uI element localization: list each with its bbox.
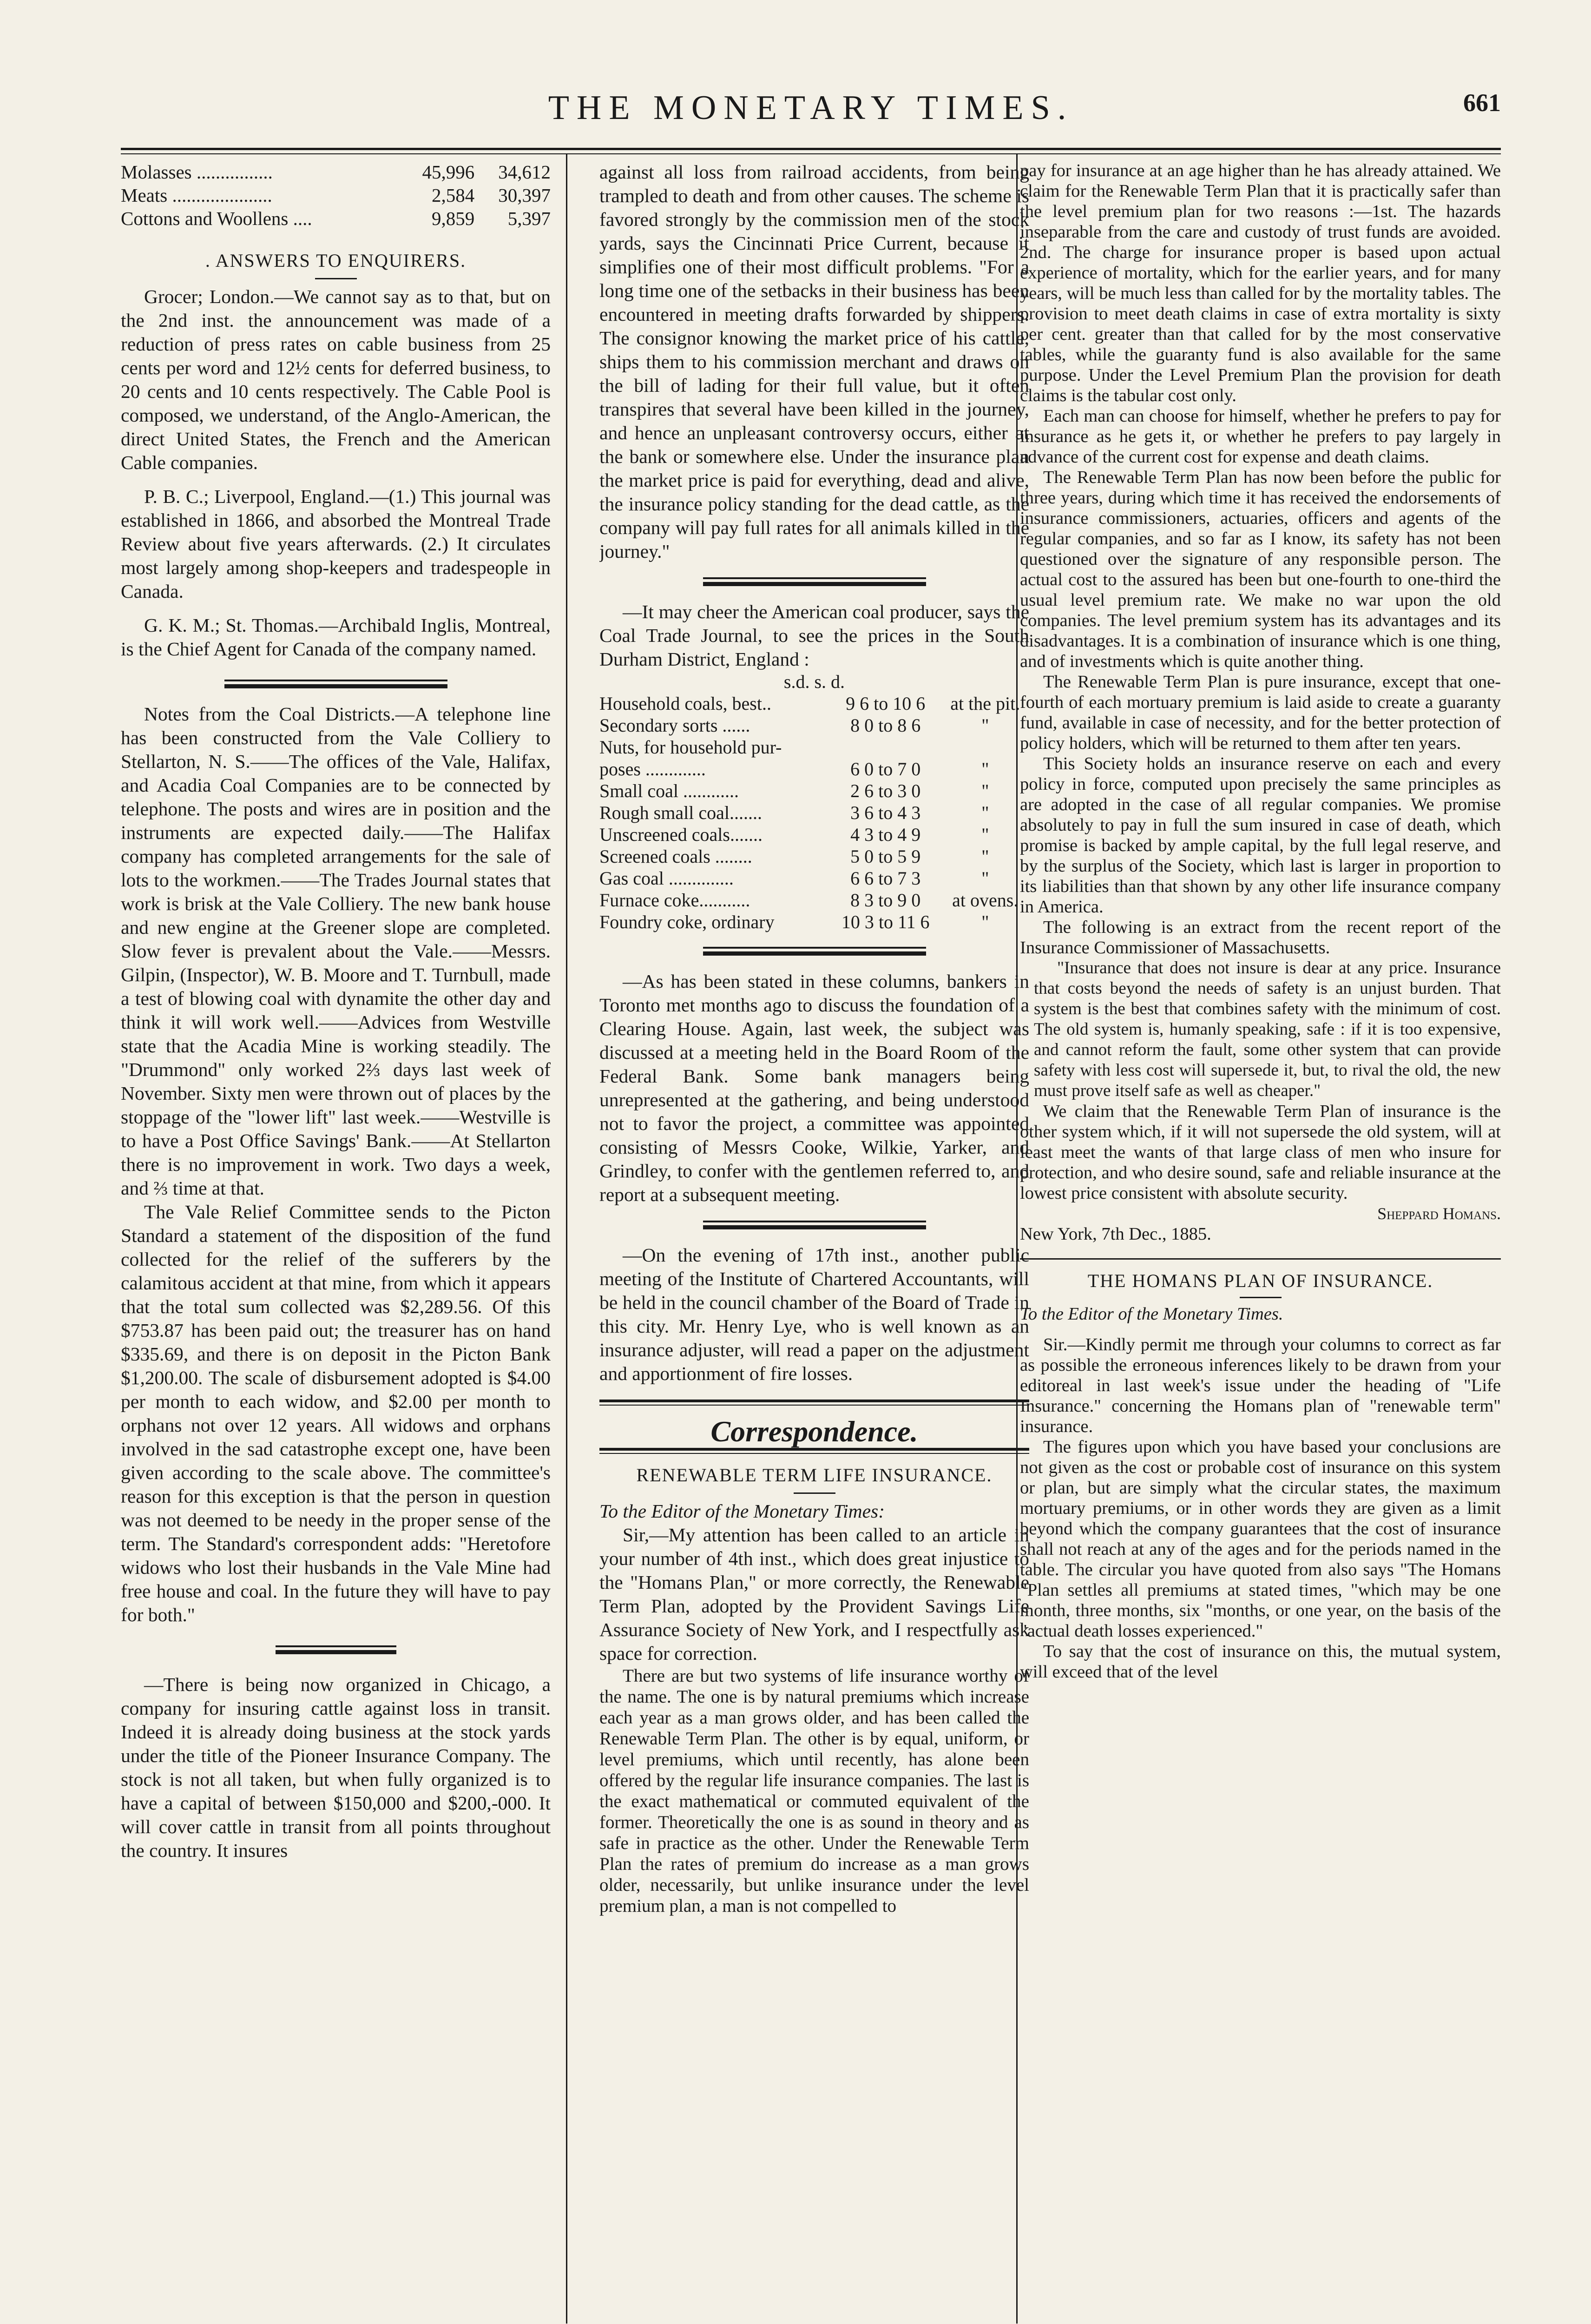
coal-trade-intro: —It may cheer the American coal producer, says the Coal Trade Journal, to see the prices in the South Durham District, England : [599, 601, 1029, 670]
trade-table-row [121, 207, 551, 230]
coal-cell-note: " [981, 824, 989, 845]
trade-cell-v2: 5,397 [507, 208, 551, 229]
coal-cell-note: " [981, 715, 989, 736]
section-rule [1240, 1297, 1282, 1298]
coal-cell-price: 4 3 to 4 9 [850, 824, 921, 845]
answer-grocer: Grocer; London.—We cannot say as to that, but on the 2nd inst. the announcement was made of a reduction of press rates on cable business from 25 cents per word and 12½ cents for deferred business, to 20 cents and 10 cents respectively. The Cable Pool is composed, we understand, of the Anglo-American, the direct United States, the French and the American Cable companies. [121, 286, 551, 473]
coal-cell-item: Furnace coke........... [599, 890, 750, 911]
trade-cell-v1: 45,996 [422, 161, 475, 183]
trade-cell-v2: 34,612 [498, 161, 551, 183]
column-divider-1 [566, 153, 567, 2324]
letter1-paragraph-reserve: This Society holds an insurance reserve on each and every policy in force, computed upon precisely the same principles as are adopted in the case of all regular companies. We promise absolutely to pay in full the sum insured in case of death, which promise is backed by ample capital, by the full legal reserve, and by the surplus of the Society, which last is larger in proportion to its liabilities than that shown by any other life insurance company in America. [1020, 754, 1501, 917]
institute-paragraph: —On the evening of 17th inst., another public meeting of the Institute of Chartered Accountants, will be held in the council chamber of the Board of Trade in this city. Mr. Henry Lye, who is well known as an insurance adjuster, will read a paper on the adjustment and apportionment of fire losses. [599, 1244, 1029, 1384]
coal-cell-note: " [981, 846, 989, 867]
column-1 [121, 160, 551, 2324]
double-rule [224, 680, 447, 688]
coal-cell-note: " [981, 780, 989, 801]
letter2-salutation: To the Editor of the Monetary Times. [1020, 1304, 1283, 1324]
coal-price-row [599, 780, 1029, 802]
coal-price-row [599, 845, 1029, 867]
trade-cell-v2: 30,397 [498, 185, 551, 206]
coal-cell-item: Unscreened coals....... [599, 824, 763, 845]
letter1-paragraph-1: Sir,—My attention has been called to an article in your number of 4th inst., which does great injustice to the "Homans Plan," or more correctly, the Renewable Term Plan, adopted by the Provident Savings Life Assurance Society of New York, and I respectfully ask space for correction. [599, 1524, 1029, 1664]
trade-cell-item: Meats ..................... [121, 185, 272, 206]
trade-cell-v1: 2,584 [432, 185, 475, 206]
letter2-paragraph-3: To say that the cost of insurance on this, the mutual system, will exceed that of the level [1020, 1642, 1501, 1682]
double-rule [276, 1645, 396, 1654]
coal-cell-item: Foundry coke, ordinary [599, 911, 775, 932]
coal-cell-price: 8 0 to 8 6 [850, 715, 921, 736]
letter2-paragraph-1: Sir.—Kindly permit me through your columns to correct as far as possible the erroneous inferences likely to be drawn from your editoreal in last week's issue under the heading of "Life Insurance." concerning the Homans plan of "renewable term" insurance. [1020, 1335, 1501, 1436]
letter1-paragraph-pure-insurance: The Renewable Term Plan is pure insurance, except that one-fourth of each mortuary premium is laid aside to create a guaranty fund, available in case of necessity, and for the better protection of policy holders, which will be returned to them after ten years. [1020, 672, 1501, 753]
coal-price-row [599, 889, 1029, 911]
coal-cell-note: " [981, 911, 989, 932]
coal-cell-price: 5 0 to 5 9 [850, 846, 921, 867]
coal-price-row [599, 693, 1029, 714]
coal-price-row [599, 714, 1029, 736]
coal-cell-item: Rough small coal....... [599, 802, 762, 823]
coal-cell-price: 6 6 to 7 3 [850, 868, 921, 889]
letter1-paragraph-claim: We claim that the Renewable Term Plan of insurance is the other system which, if it will not supersede the old system, will at least meet the wants of that large class of men who insure for protection, and who desire sound, safe and reliable insurance at the lowest price consistent with absolute security. [1020, 1102, 1501, 1203]
coal-cell-item: poses ............. [599, 759, 706, 779]
section-rule [315, 278, 357, 279]
coal-cell-price: 10 3 to 11 6 [841, 911, 930, 932]
coal-price-units: s.d. s. d. [783, 671, 845, 692]
section-break-rule [599, 1448, 1029, 1454]
letter1-heading: RENEWABLE TERM LIFE INSURANCE. [636, 1465, 993, 1486]
coal-cell-note [941, 736, 1030, 758]
correspondence-title: Correspondence. [710, 1415, 918, 1448]
coal-price-row [599, 758, 1029, 780]
coal-price-row [599, 736, 1029, 758]
letter1-salutation: To the Editor of the Monetary Times: [599, 1500, 885, 1522]
trade-table [121, 160, 551, 230]
answers-heading: . ANSWERS TO ENQUIRERS. [205, 250, 467, 271]
coal-cell-item: Nuts, for household pur- [599, 737, 782, 758]
letter2-paragraph-2: The figures upon which you have based your conclusions are not given as the cost or probable cost of insurance on this system or plan, but are simply what the circular states, the maximum mortuary premiums, or in other words they are given as a limit beyond which the company guarantees that the cost of insurance shall not reach at any of the ages and for the periods named in the table. The circular you have quoted from also says "The Homans "Plan settles all premiums at stated times, "which may be one month, three months, six "months, or one year, on the basis of the "actual death losses experienced." [1020, 1437, 1501, 1641]
page-header [121, 88, 1501, 144]
coal-price-row [599, 824, 1029, 845]
coal-cell-note: " [981, 802, 989, 823]
chicago-cattle-continued: against all loss from railroad accidents, from being trampled to death and from other causes. The scheme is favored strongly by the commission men of the stock yards, says the Cincinnati Price Current, because it simplifies one of their most difficult problems. "For a long time one of the setbacks in their business has been encountered in meeting drafts forwarded by shippers. The consignor knowing the market price of his cattle, ships them to his commission merchant and draws on the bill of lading for their full value, but it often transpires that several have been killed in the journey, and hence an unpleasant controversy occurs, either at the bank or somewhere else. Under the insurance plan the market price is paid for everything, dead and alive, the insurance policy standing for the dead cattle, as the company will pay full rates for all animals killed in the journey." [599, 161, 1029, 562]
double-rule [703, 577, 926, 586]
coal-cell-price [830, 736, 941, 758]
double-rule [703, 947, 926, 956]
column-2 [599, 160, 1029, 2324]
letter1-paragraph-choice: Each man can choose for himself, whether he prefers to pay for insurance as he gets it, or whether he prefers to pay largely in advance of the current cost for expense and death claims. [1020, 406, 1501, 467]
header-rule-thin [121, 153, 1501, 154]
answer-pbc: P. B. C.; Liverpool, England.—(1.) This journal was established in 1866, and absorbed the Montreal Trade Review about five years afterwards. (2.) It circulates most largely among shop-keepers and tradespeople in Canada. [121, 486, 551, 602]
trade-cell-item: Molasses ................ [121, 161, 273, 183]
coal-cell-item: Secondary sorts ...... [599, 715, 750, 736]
chicago-cattle-paragraph: —There is being now organized in Chicago, a company for insuring cattle against loss in transit. Indeed it is already doing business at the stock yards under the title of the Pioneer Insurance Company. The stock is not all taken, but when fully organized is to have a capital of between $150,000 and $200,-000. It will cover cattle in transit from all points throughout the country. It insures [121, 1674, 551, 1861]
section-rule [794, 1492, 835, 1494]
commissioner-quote: "Insurance that does not insure is dear at any price. Insurance that costs beyond the needs of safety is an unjust burden. That system is the best that combines safety with the minimum of cost. The old system is, humanly speaking, safe : if it is too expensive, and cannot reform the fault, some other system that can provide safety with less cost will supersede it, but, to rival the old, the new must prove itself safe as well as cheaper." [1034, 958, 1501, 1100]
coal-cell-price: 8 3 to 9 0 [850, 890, 921, 911]
double-rule [703, 1221, 926, 1229]
letter-separator-rule [1020, 1258, 1501, 1260]
coal-cell-item: Screened coals ........ [599, 846, 752, 867]
answer-gkm: G. K. M.; St. Thomas.—Archibald Inglis, Montreal, is the Chief Agent for Canada of the company named. [121, 614, 551, 660]
section-break-rule [599, 1400, 1029, 1406]
coal-price-row [599, 802, 1029, 824]
letter1-paragraph-public: The Renewable Term Plan has now been before the public for three years, during which time it has received the endorsements of insurance commissioners, actuaries, officers and agents of the regular companies, and so far as I know, its safety has not been questioned over the signature of any responsible person. The actual cost to the assured has been but one-fourth to one-third the usual level premium rate. We make no war upon the old companies. The level premium system has its advantages and its disadvantages. It is a combination of insurance which is one thing, and of investments which is quite another thing. [1020, 468, 1501, 671]
coal-cell-item: Gas coal .............. [599, 868, 734, 889]
coal-cell-note: at ovens. [952, 890, 1019, 911]
coal-cell-note: at the pit. [950, 693, 1020, 714]
coal-cell-price: 2 6 to 3 0 [850, 780, 921, 801]
trade-table-row [121, 160, 551, 184]
coal-cell-note: " [981, 868, 989, 889]
page-number: 661 [1463, 89, 1501, 117]
letter1-paragraph-extract: The following is an extract from the recent report of the Insurance Commissioner of Massachusetts. [1020, 918, 1501, 957]
letter1-signature: Sheppard Homans. [1377, 1204, 1501, 1223]
clearing-house-paragraph: —As has been stated in these columns, bankers in Toronto met months ago to discuss the foundation of a Clearing House. Again, last week, the subject was discussed at a meeting held in the Board Room of the Federal Bank. Some bank managers being unrepresented at the gathering, and being understood not to favor the project, a committee was appointed consisting of Messrs Cooke, Wilkie, Yarker, and Grindley, to confer with the gentlemen referred to, and report at a subsequent meeting. [599, 971, 1029, 1205]
coal-cell-price: 6 0 to 7 0 [850, 759, 921, 779]
coal-price-row [599, 911, 1029, 933]
coal-cell-price: 9 6 to 10 6 [846, 693, 926, 714]
trade-cell-item: Cottons and Woollens .... [121, 208, 312, 229]
trade-cell-v1: 9,859 [432, 208, 475, 229]
letter1-paragraph-2: There are but two systems of life insurance worthy of the name. The one is by natural premiums which increase each year as a man grows older, and has been called the Renewable Term Plan. The other is by equal, uniform, or level premiums, which until recently, has alone been offered by the regular life insurance companies. The last is the exact mathematical or commuted equivalent of the former. Theoretically the one is as sound in theory and as safe in practice as the other. Under the Renewable Term Plan the rates of premium do increase as a man grows older, necessarily, but unlike insurance under the level premium plan, a man is not compelled to [599, 1666, 1029, 1916]
coal-price-table [599, 693, 1029, 933]
letter1-dateline: New York, 7th Dec., 1885. [1020, 1224, 1211, 1244]
trade-table-row [121, 184, 551, 207]
header-rule-thick [121, 148, 1501, 150]
coal-cell-price: 3 6 to 4 3 [850, 802, 921, 823]
coal-cell-item: Household coals, best.. [599, 693, 771, 714]
coal-districts-notes: Notes from the Coal Districts.—A telephone line has been constructed from the Vale Colliery to Stellarton, N. S.——The offices of the Vale, Halifax, and Acadia Coal Companies are to be connected by telephone. The posts and wires are in position and the instruments are expected daily.——The Halifax company has completed arrangements for the sale of lots to the workmen.——The Trades Journal states that work is brisk at the Vale Colliery. The new bank house and new engine at the Greener slope are completed. Slow fever is prevalent about the Vale.——Messrs. Gilpin, (Inspector), W. B. Moore and T. Turnbull, made a test of blowing coal with dynamite the other day and think it will work well.——Advices from Westville state that the Acadia Mine is working steadily. The "Drummond" only worked 2⅔ days last week of November. Sixty men were thrown out of places by the stoppage of the "lower lift" last week.——Westville is to have a Post Office Savings' Bank.——At Stellarton there is no improvement in work. Two days a week, and ⅔ time at that. [121, 703, 551, 1199]
column-3 [1020, 160, 1501, 2324]
letter2-heading: THE HOMANS PLAN OF INSURANCE. [1087, 1270, 1433, 1291]
vale-relief-paragraph: The Vale Relief Committee sends to the Picton Standard a statement of the disposition of the fund collected for the relief of the sufferers by the calamitous accident at that mine, from which it appears that the total sum collected was $2,289.56. Of this $753.87 has been paid out; the treasurer has on hand $335.69, and there is on deposit in the Picton Bank $1,200.00. The scale of disbursement adopted is $4.00 per month to each widow, and $2.00 per month to orphans not over 12 years. All widows and orphans involved in the sad catastrophe except one, have been given according to the scale above. The committee's reason for this exception is that the person in question was not deemed to be needy in the proper sense of the term. The Standard's correspondent adds: "Heretofore widows who lost their husbands in the Vale Mine had free house and coal. In the future they will have to pay for both." [121, 1201, 551, 1625]
coal-price-row [599, 867, 1029, 889]
coal-cell-item: Small coal ............ [599, 780, 739, 801]
coal-cell-note: " [981, 759, 989, 779]
letter1-continued: pay for insurance at an age higher than he has already attained. We claim for the Renewable Term Plan that it is practically safer than the level premium plan for two reasons :—1st. The hazards inseparable from the care and custody of trust funds are avoided. 2nd. The charge for insurance proper is based upon actual experience of mortality, which for the earlier years, and for many years, will be much less than called for by the mortality tables. The provision to meet death claims in case of extra mortality is sixty per cent. greater than that called for by the most conservative tables, while the guaranty fund is also available for the same purpose. Under the Level Premium Plan the provision for death claims is the tabular cost only. [1020, 161, 1501, 405]
masthead-title: THE MONETARY TIMES. [548, 89, 1074, 127]
